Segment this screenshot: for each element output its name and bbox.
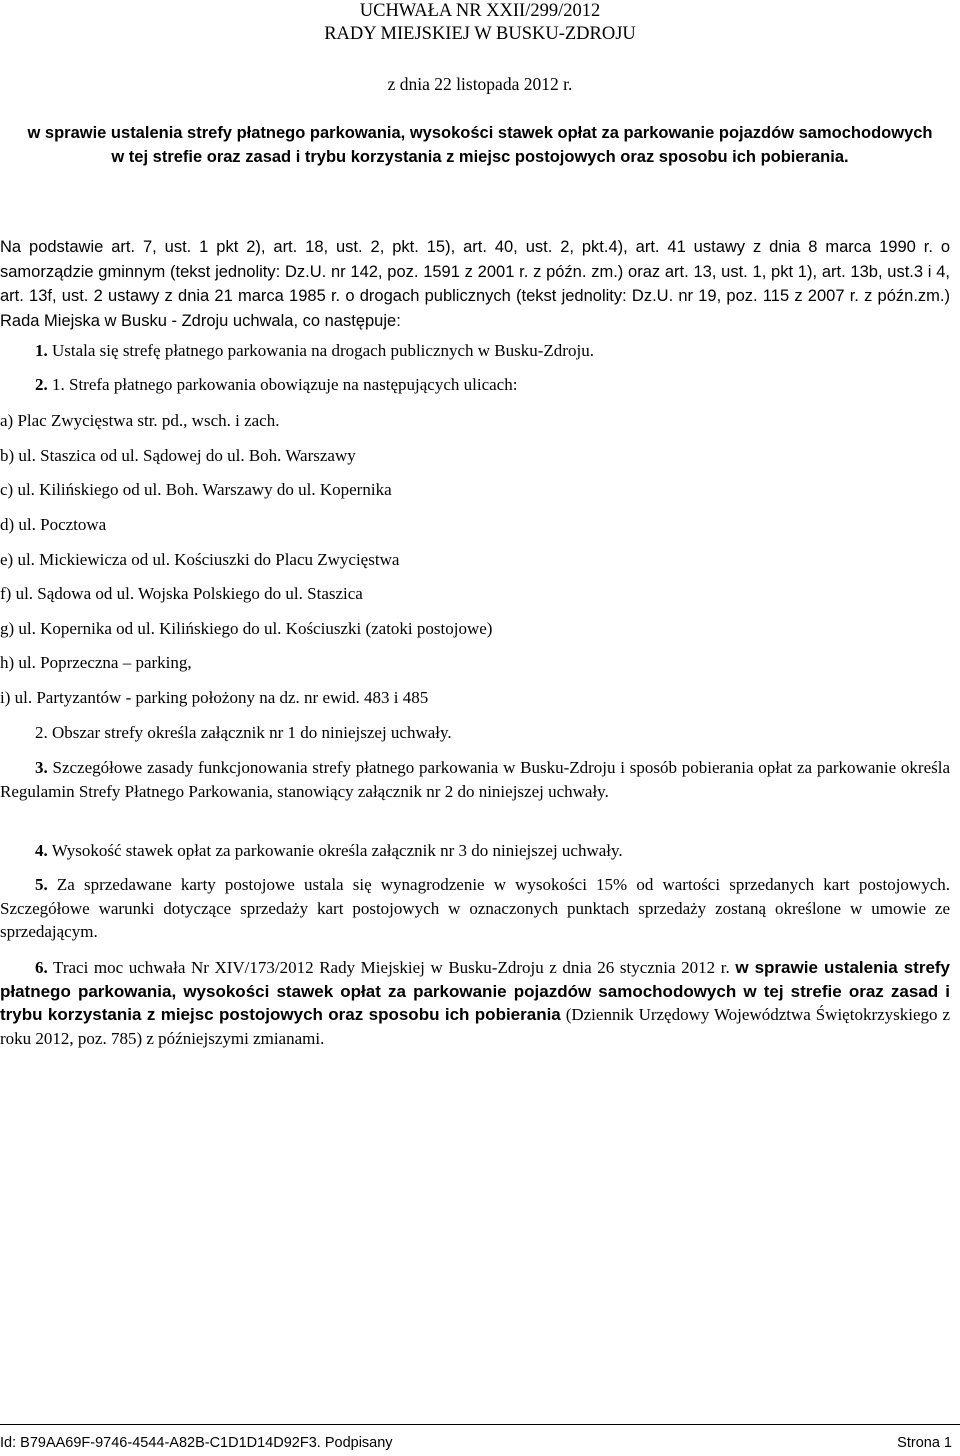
paragraph-5-number: 5. bbox=[35, 875, 48, 894]
street-item: h) ul. Poprzeczna – parking, bbox=[0, 653, 192, 672]
page-number: Strona 1 bbox=[897, 1435, 952, 1451]
resolution-title: UCHWAŁA NR XXII/299/2012 bbox=[359, 1, 601, 21]
preamble-text: Na podstawie art. 7, ust. 1 pkt 2), art. 18, ust. 2, pkt. 15), art. 40, ust. 2, pkt.4), art. 41 ustawy z dnia 8 marca 1990 r. o samorządzie gminnym (tekst jednolity: Dz.U. nr 142, poz. 1591 z 2001 r. z późn. zm.) oraz art. 13, ust. 1, pkt 1), art. 13b, ust.3 i 4, art. 13f, ust. 2 ustawy z dnia 21 marca 1985 r. o drogach publicznych (tekst jednolity: Dz.U. nr 19, poz. 115 z 2007 r. z późn.zm.) Rada Miejska w Busku - Zdroju uchwala, co następuje: bbox=[0, 238, 950, 330]
paragraph-1-text: Ustala się strefę płatnego parkowania na drogach publicznych w Busku-Zdroju. bbox=[52, 341, 594, 360]
paragraph-6-number: 6. bbox=[35, 958, 48, 977]
resolution-subject: w sprawie ustalenia strefy płatnego parkowania, wysokości stawek opłat za parkowanie pojazdów samochodowych w tej strefie oraz zasad i trybu korzystania z miejsc postojowych oraz sposobu ich pobierania. bbox=[27, 124, 933, 166]
paragraph-4 bbox=[35, 840, 623, 862]
council-name: RADY MIEJSKIEJ W BUSKU-ZDROJU bbox=[324, 24, 636, 44]
resolution-date: z dnia 22 listopada 2012 r. bbox=[387, 74, 573, 94]
paragraph-2-number: 2. bbox=[35, 375, 48, 394]
paragraph-5-text: Za sprzedawane karty postojowe ustala się wynagrodzenie w wysokości 15% od wartości sprzedanych kart postojowych. Szczegółowe warunki dotyczące sprzedaży kart postojowych w oznaczonych punktach sprzedaży zostaną określone w umowie ze sprzedającym. bbox=[0, 875, 951, 941]
paragraph-4-text: Wysokość stawek opłat za parkowanie określa załącznik nr 3 do niniejszej uchwały. bbox=[51, 841, 623, 860]
paragraph-6-text-after: (Dziennik Urzędowy Województwa Świętokrzyskiego z roku 2012, poz. 785) z późniejszymi zmianami. bbox=[0, 1005, 950, 1048]
paragraph-2 bbox=[35, 374, 517, 396]
street-item: g) ul. Kopernika od ul. Kilińskiego do ul. Kościuszki (zatoki postojowe) bbox=[0, 619, 493, 638]
paragraph-2-sub2: 2. Obszar strefy określa załącznik nr 1 do niniejszej uchwały. bbox=[35, 723, 452, 742]
paragraph-3-text: Szczegółowe zasady funkcjonowania strefy płatnego parkowania w Busku-Zdroju i sposób pobierania opłat za parkowanie określa Regulamin Strefy Płatnego Parkowania, stanowiący załącznik nr 2 do niniejszej uchwały. bbox=[0, 758, 951, 801]
street-item: a) Plac Zwycięstwa str. pd., wsch. i zach. bbox=[0, 411, 280, 430]
paragraph-5 bbox=[0, 873, 950, 944]
paragraph-4-number: 4. bbox=[35, 841, 48, 860]
paragraph-3 bbox=[0, 756, 950, 803]
street-item: b) ul. Staszica od ul. Sądowej do ul. Boh. Warszawy bbox=[0, 446, 356, 465]
paragraph-6-repealed-title: w sprawie ustalenia strefy płatnego parkowania, wysokości stawek opłat za parkowanie pojazdów samochodowych w tej strefie oraz zasad i trybu korzystania z miejsc postojowych oraz sposobu ich pobierania bbox=[0, 958, 951, 1024]
paragraph-6 bbox=[0, 956, 950, 1050]
paragraph-2-sub1: 1. Strefa płatnego parkowania obowiązuje na następujących ulicach: bbox=[52, 375, 518, 394]
paragraph-1-number: 1. bbox=[35, 341, 48, 360]
street-item: f) ul. Sądowa od ul. Wojska Polskiego do ul. Staszica bbox=[0, 584, 363, 603]
street-item: e) ul. Mickiewicza od ul. Kościuszki do Placu Zwycięstwa bbox=[0, 550, 400, 569]
paragraph-6-text: Traci moc uchwała Nr XIV/173/2012 Rady Miejskiej w Busku-Zdroju z dnia 26 stycznia 2012 r. bbox=[53, 958, 730, 977]
street-item: d) ul. Pocztowa bbox=[0, 515, 107, 534]
paragraph-1 bbox=[35, 340, 594, 362]
street-item: c) ul. Kilińskiego od ul. Boh. Warszawy do ul. Kopernika bbox=[0, 480, 392, 499]
footer-divider bbox=[0, 1424, 960, 1425]
paragraph-3-number: 3. bbox=[35, 758, 48, 777]
document-id: Id: B79AA69F-9746-4544-A82B-C1D1D14D92F3. Podpisany bbox=[0, 1435, 393, 1451]
street-item: i) ul. Partyzantów - parking położony na dz. nr ewid. 483 i 485 bbox=[0, 688, 429, 707]
legal-basis-preamble bbox=[0, 235, 950, 333]
